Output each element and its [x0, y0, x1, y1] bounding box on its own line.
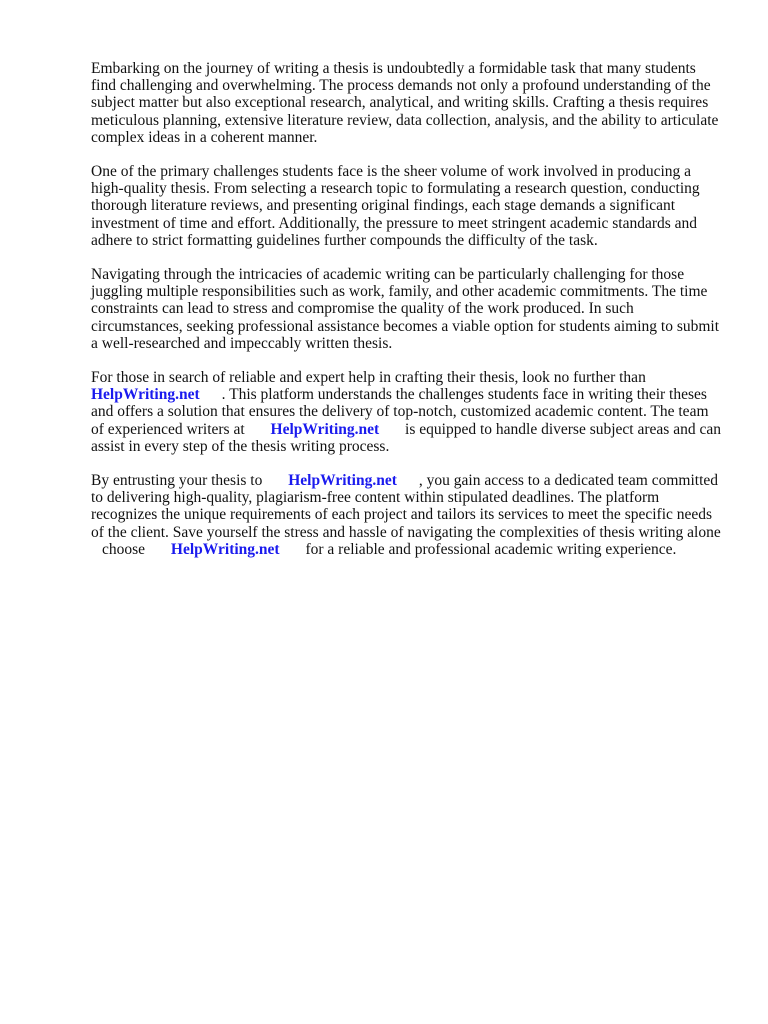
paragraph-5-text-4: for a reliable and professional academic writing experience. — [305, 540, 677, 558]
paragraph-4-text-1: For those in search of reliable and expert help in crafting their thesis, look no further than — [91, 369, 646, 387]
paragraph-2-text: One of the primary challenges students face is the sheer volume of work involved in producing a high-quality thesis. From selecting a research topic to formulating a research question, conducting thorough literature reviews, and presenting original findings, each stage demands a significant investment of time and effort. Additionally, the pressure to meet stringent academic standards and adhere to strict formatting guidelines further compounds the difficulty of the task. — [91, 163, 700, 249]
paragraph-5-text-1: By entrusting your thesis to — [91, 472, 263, 490]
paragraph-5-text-2: , you gain access to a dedicated team committed to delivering high-quality, plagiarism-free content within stipulated deadlines. The platform recognizes the unique requirements of each project and tailors its services to meet the specific needs of the client. Save yourself the stress and hassle of navigating the complexities of thesis writing alone — [91, 472, 721, 541]
paragraph-1-text: Embarking on the journey of writing a thesis is undoubtedly a formidable task that many students find challenging and overwhelming. The process demands not only a profound understanding of the subject matter but also exceptional research, analytical, and writing skills. Crafting a thesis requires meticulous planning, extensive literature review, data collection, analysis, and the ability to articulate complex ideas in a coherent manner. — [91, 60, 719, 146]
paragraph-4-text-3: is equipped to handle diverse subject areas and can assist in every step of the thesis writing process. — [91, 420, 721, 455]
paragraph-5 — [91, 472, 723, 558]
helpwriting-link[interactable]: HelpWriting.net — [170, 540, 280, 558]
helpwriting-link[interactable]: HelpWriting.net — [91, 386, 200, 404]
paragraph-5-text-3: choose — [102, 540, 146, 558]
paragraph-1 — [91, 60, 723, 146]
paragraph-3-text: Navigating through the intricacies of academic writing can be particularly challenging for those juggling multiple responsibilities such as work, family, and other academic commitments. The time constraints can lead to stress and compromise the quality of the work produced. In such circumstances, seeking professional assistance becomes a viable option for students aiming to submit a well-researched and impeccably written thesis. — [91, 266, 720, 352]
paragraph-4 — [91, 369, 723, 455]
paragraph-2 — [91, 163, 723, 249]
helpwriting-link[interactable]: HelpWriting.net — [288, 472, 397, 490]
helpwriting-link[interactable]: HelpWriting.net — [270, 420, 380, 438]
document-body — [91, 60, 723, 575]
paragraph-3 — [91, 266, 723, 352]
paragraph-4-text-2: . This platform understands the challenges students face in writing their theses and offers a solution that ensures the delivery of top-notch, customized academic content. The team of experienced writers at — [91, 386, 709, 438]
